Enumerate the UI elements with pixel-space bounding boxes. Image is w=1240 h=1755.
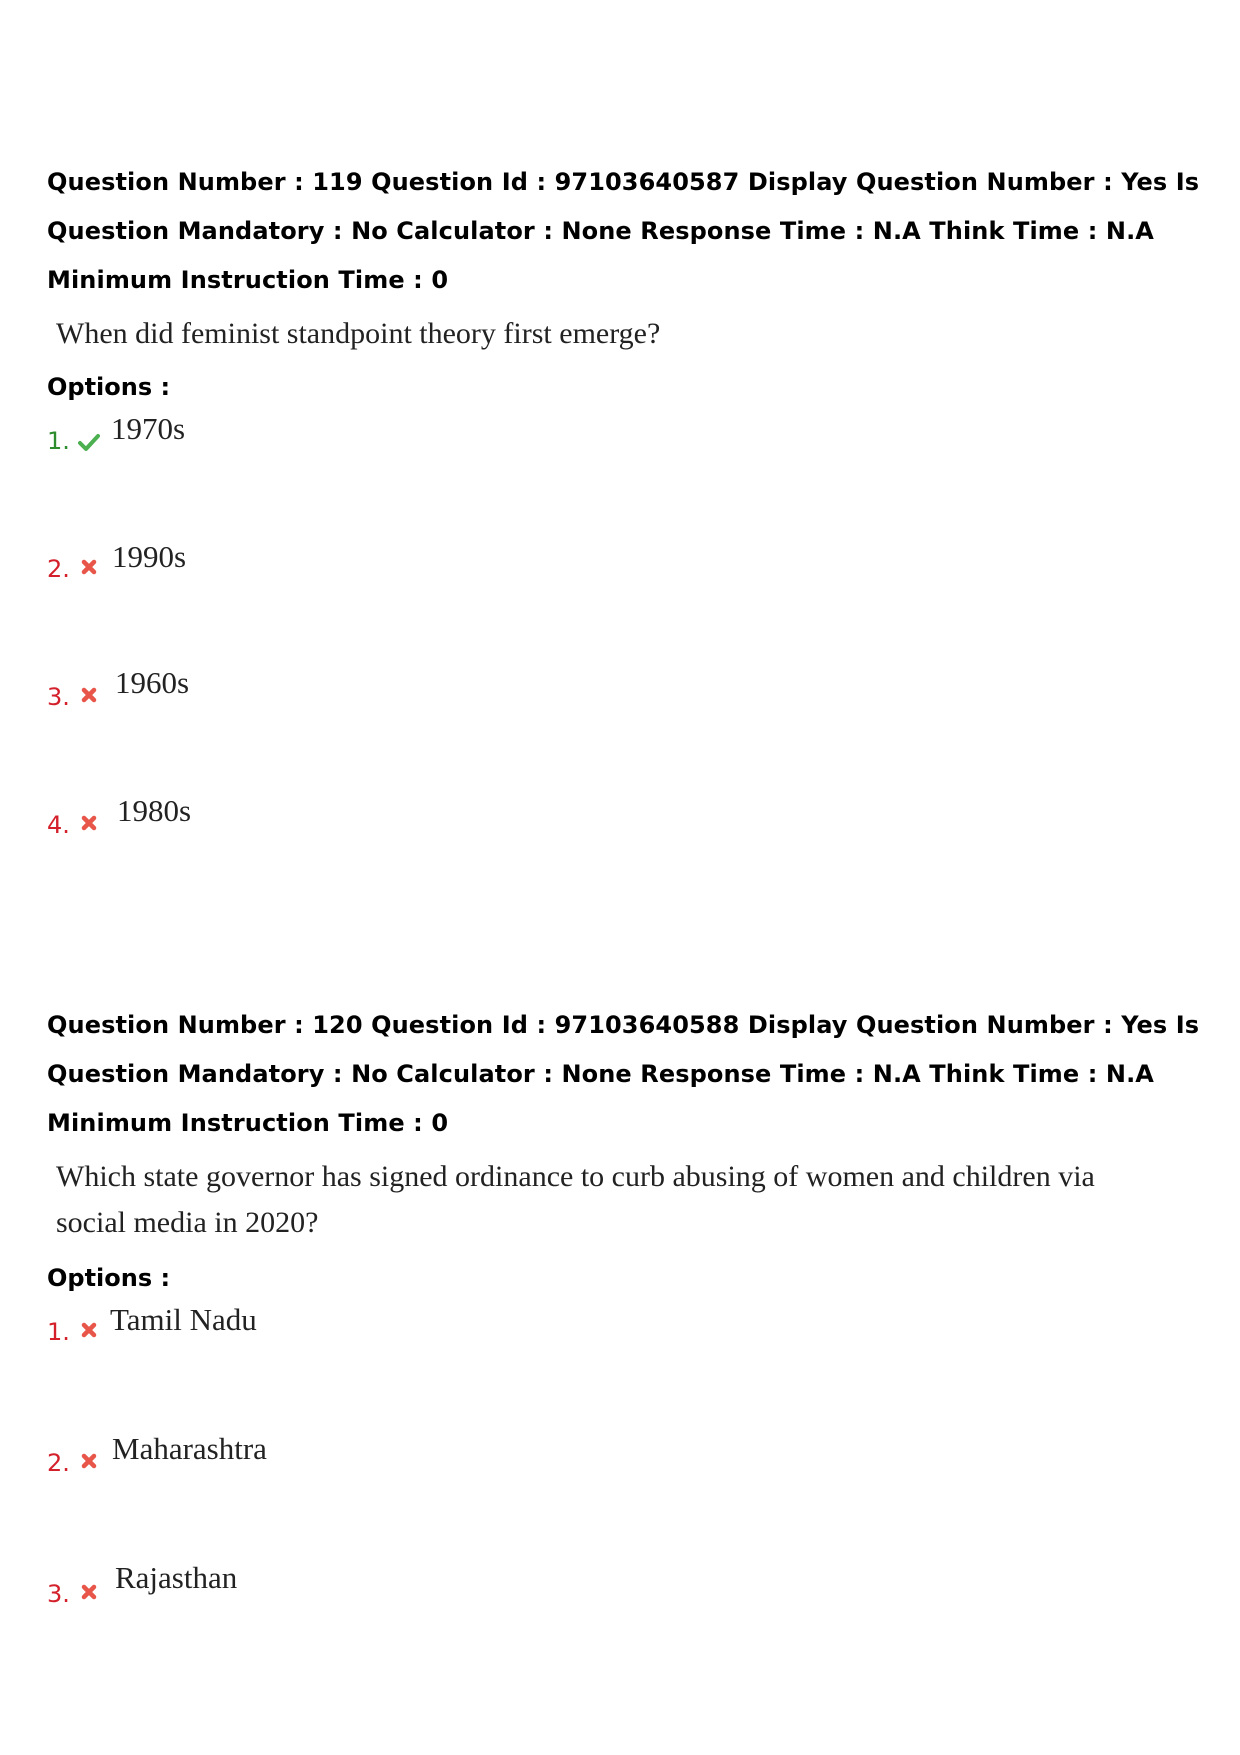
cross-icon bbox=[80, 558, 98, 576]
option-text: 1980s bbox=[117, 793, 192, 828]
option-text: 1960s bbox=[115, 665, 190, 700]
question-block bbox=[47, 158, 1207, 919]
option-text: 1990s bbox=[112, 539, 187, 574]
option-number: 1. bbox=[47, 1318, 70, 1346]
question-meta: Question Number : 119 Question Id : 97103640587 Display Question Number : Yes Is Question Mandatory : No Calculator : None Response Time : N.A Think Time : N.A Minimum Instruction Time : 0 bbox=[47, 168, 1200, 294]
options-label: Options : bbox=[47, 1264, 171, 1292]
option-number: 1. bbox=[47, 427, 70, 455]
option-text: Maharashtra bbox=[112, 1431, 267, 1466]
option-item bbox=[47, 1560, 1207, 1691]
option-number: 3. bbox=[47, 683, 70, 711]
option-number: 2. bbox=[47, 555, 70, 583]
cross-icon bbox=[80, 686, 98, 704]
option-item bbox=[47, 791, 1207, 919]
question-text-line: Which state governor has signed ordinance to curb abusing of women and children via bbox=[56, 1160, 1095, 1193]
question-text-line: social media in 2020? bbox=[56, 1206, 319, 1239]
option-number: 3. bbox=[47, 1580, 70, 1608]
cross-icon bbox=[80, 814, 98, 832]
option-item bbox=[47, 407, 1207, 535]
question-text-line: When did feminist standpoint theory first emerge? bbox=[56, 317, 661, 350]
option-text: 1970s bbox=[111, 411, 186, 446]
question-text bbox=[56, 311, 1207, 357]
cross-icon bbox=[80, 1452, 98, 1470]
check-icon bbox=[78, 431, 100, 453]
option-item bbox=[47, 535, 1207, 663]
option-item bbox=[47, 1298, 1207, 1429]
option-number: 4. bbox=[47, 811, 70, 839]
question-meta: Question Number : 120 Question Id : 97103640588 Display Question Number : Yes Is Question Mandatory : No Calculator : None Response Time : N.A Think Time : N.A Minimum Instruction Time : 0 bbox=[47, 1011, 1200, 1137]
option-number: 2. bbox=[47, 1449, 70, 1477]
cross-icon bbox=[80, 1583, 98, 1601]
options-label: Options : bbox=[47, 373, 171, 401]
option-item bbox=[47, 663, 1207, 791]
option-item bbox=[47, 1429, 1207, 1560]
cross-icon bbox=[80, 1321, 98, 1339]
option-text: Tamil Nadu bbox=[110, 1302, 257, 1337]
option-text: Rajasthan bbox=[115, 1560, 238, 1595]
question-text bbox=[56, 1154, 1207, 1246]
question-block bbox=[47, 1001, 1207, 1691]
